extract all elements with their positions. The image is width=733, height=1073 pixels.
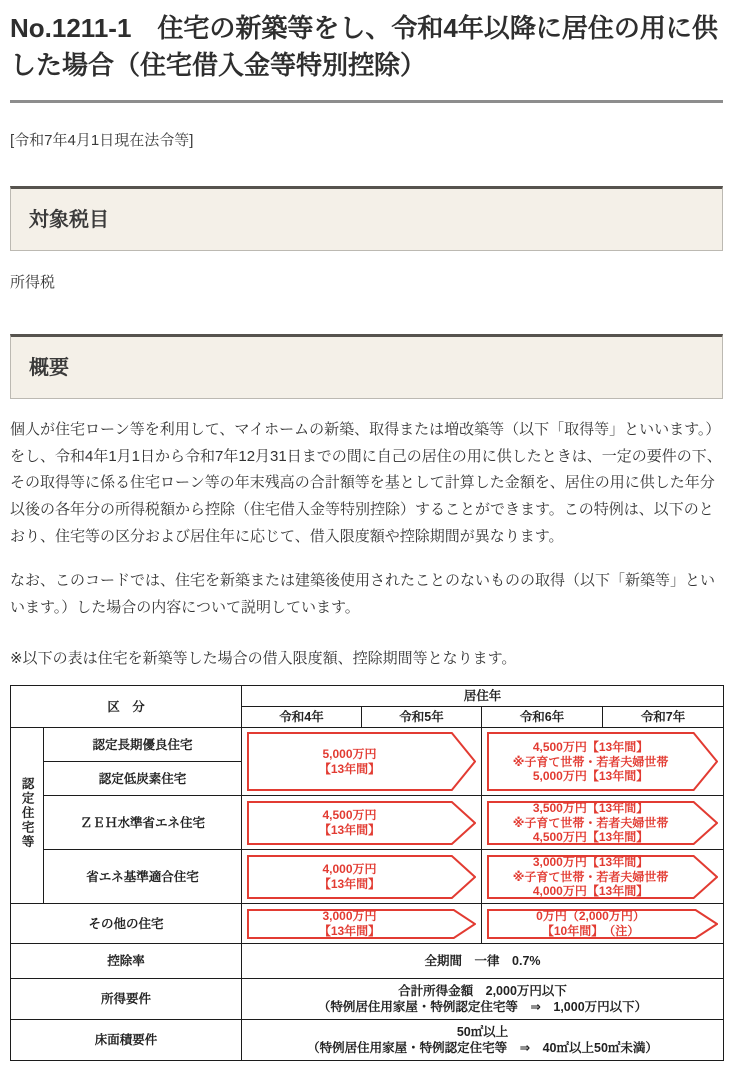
cell-certified-r45 xyxy=(242,728,482,796)
year-header-r4: 令和4年 xyxy=(242,707,362,728)
page-title: No.1211-1 住宅の新築等をし、令和4年以降に居住の用に供した場合（住宅借入金等特別控除） xyxy=(10,13,718,80)
row-label-low-carbon: 認定低炭素住宅 xyxy=(44,762,242,796)
row-label-zeh: ＺＥＨ水準省エネ住宅 xyxy=(44,796,242,850)
cell-other-r67 xyxy=(482,904,724,944)
deduction-rate-value: 全期間 一律 0.7% xyxy=(242,944,724,979)
row-label-deduction-rate: 控除率 xyxy=(11,944,242,979)
limit-arrow-energy-r67 xyxy=(487,855,718,899)
limit-amount: 3,500万円【13年間】 xyxy=(532,801,649,816)
limit-arrow-other-r45 xyxy=(247,909,476,939)
limit-amount: 3,000万円 xyxy=(322,909,377,924)
cell-energy-r67 xyxy=(482,850,724,904)
limit-amount: 4,500万円【13年間】 xyxy=(532,740,649,755)
kyojunen-header-cell: 居住年 xyxy=(242,686,724,707)
limit-amount-special: 4,500万円【13年間】 xyxy=(532,830,649,844)
limit-amount: 4,500万円 xyxy=(322,808,377,823)
limit-amount: 5,000万円 xyxy=(322,747,377,762)
row-label-other: その他の住宅 xyxy=(11,904,242,944)
cell-other-r45 xyxy=(242,904,482,944)
floor-req-value: 50㎡以上 （特例居住用家屋・特例認定住宅等 ⇒ 40㎡以上50㎡未満） xyxy=(242,1020,724,1061)
section-heading-overview: 概要 xyxy=(10,334,723,399)
limit-period: 【10年間】 （注） xyxy=(541,923,640,938)
kubun-header-cell: 区 分 xyxy=(11,686,242,728)
cell-certified-r67 xyxy=(482,728,724,796)
limit-amount-special: 4,000万円【13年間】 xyxy=(532,884,649,898)
row-label-floor-req: 床面積要件 xyxy=(11,1020,242,1061)
limit-amount: 0万円（2,000万円） xyxy=(536,909,645,924)
year-header-r6: 令和6年 xyxy=(482,707,603,728)
limit-period: 【13年間】 xyxy=(318,761,381,776)
overview-paragraph-1: 個人が住宅ローン等を利用して、マイホームの新築、取得または増改築等（以下「取得等」といいます。）をし、令和4年1月1日から令和7年12月31日までの間に自己の居住の用に供したときは、一定の要件の下、その取得等に係る住宅ローン等の年末残高の合計額等を基として計算した金額を、居住の用に供した年分以後の各年分の所得税額から控除（住宅借入金等特別控除）することができます。この特例は、以下のとおり、住宅等の区分および居住年に応じて、借入限度額や控除期間が異なります。 xyxy=(10,420,722,545)
table-note: ※以下の表は住宅を新築等した場合の借入限度額、控除期間等となります。 xyxy=(10,649,517,667)
row-label-income-req: 所得要件 xyxy=(11,979,242,1020)
limit-note: ※子育て世帯・若者夫婦世帯 xyxy=(512,869,669,884)
limit-period: 【13年間】 xyxy=(318,923,381,938)
limit-note: ※子育て世帯・若者夫婦世帯 xyxy=(512,754,669,769)
income-req-value: 合計所得金額 2,000万円以下 （特例居住用家屋・特例認定住宅等 ⇒ 1,000万円以下） xyxy=(242,979,724,1020)
limit-amount: 4,000万円 xyxy=(322,862,377,877)
limit-note: ※子育て世帯・若者夫婦世帯 xyxy=(512,815,669,830)
limit-arrow-energy-r45 xyxy=(247,855,476,899)
limit-arrow-certified-r45 xyxy=(247,732,476,791)
limit-period: 【13年間】 xyxy=(318,822,381,837)
row-label-energy-std: 省エネ基準適合住宅 xyxy=(44,850,242,904)
year-header-r5: 令和5年 xyxy=(362,707,482,728)
row-label-long-term: 認定長期優良住宅 xyxy=(44,728,242,762)
year-header-r7: 令和7年 xyxy=(603,707,724,728)
cell-zeh-r67 xyxy=(482,796,724,850)
limit-arrow-certified-r67 xyxy=(487,732,718,791)
limit-arrow-zeh-r67 xyxy=(487,801,718,845)
title-divider xyxy=(10,100,723,103)
limit-amount-special: 5,000万円【13年間】 xyxy=(532,769,649,783)
limit-arrow-other-r67 xyxy=(487,909,718,939)
cell-zeh-r45 xyxy=(242,796,482,850)
limit-period: 【13年間】 xyxy=(318,876,381,891)
limit-amount: 3,000万円【13年間】 xyxy=(532,855,649,870)
limit-arrow-zeh-r45 xyxy=(247,801,476,845)
deduction-limit-table xyxy=(10,685,724,1061)
tax-type-text: 所得税 xyxy=(10,273,56,291)
law-date-note: [令和7年4月1日現在法令等] xyxy=(10,131,194,149)
overview-paragraph-2: なお、このコードでは、住宅を新築または建築後使用されたことのないものの取得（以下「新築等」といいます。）した場合の内容について説明しています。 xyxy=(10,572,716,616)
certified-housing-group-label: 認定住宅等 xyxy=(11,728,44,904)
section-heading-taxes: 対象税目 xyxy=(10,186,723,251)
cell-energy-r45 xyxy=(242,850,482,904)
